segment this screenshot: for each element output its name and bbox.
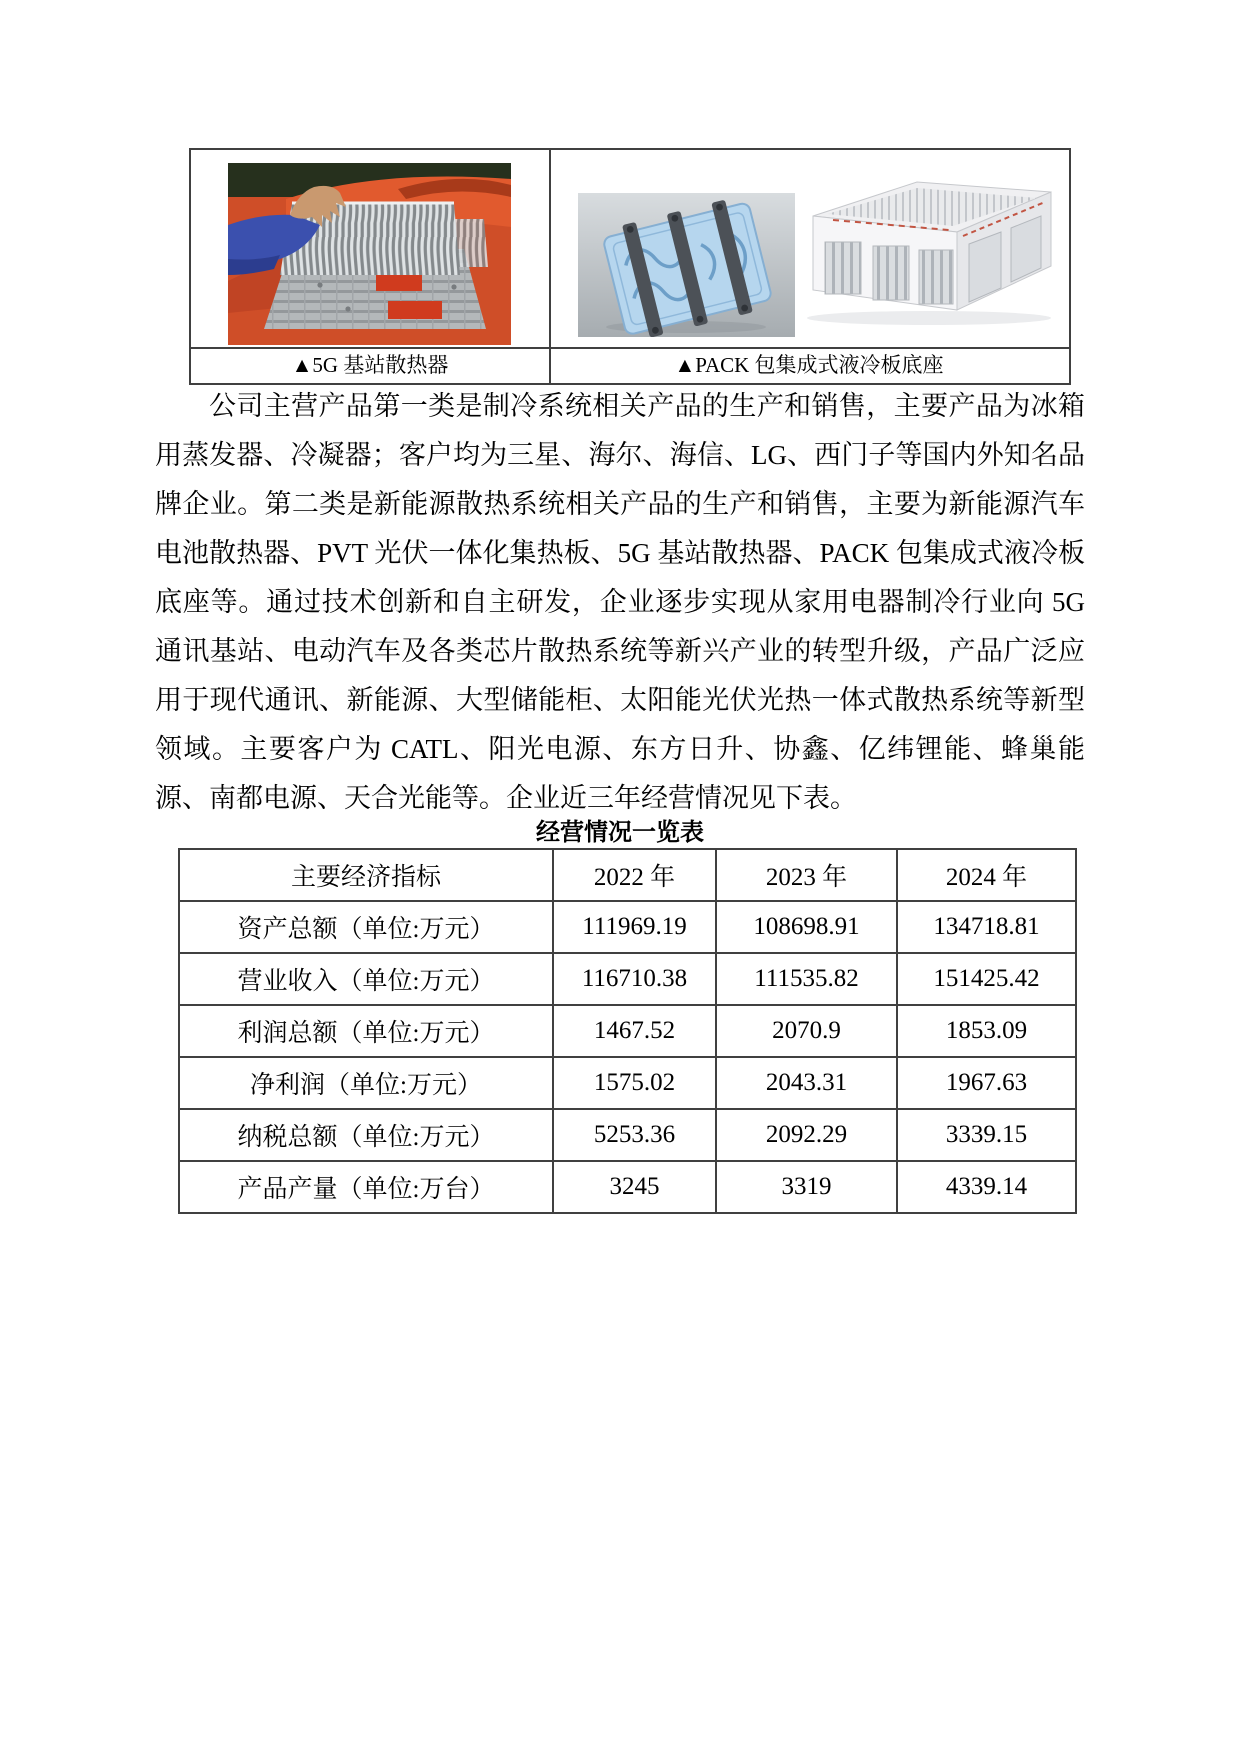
ops-cell: 1467.52 — [553, 1005, 716, 1057]
ops-row-label: 营业收入（单位:万元） — [179, 953, 553, 1005]
ops-cell: 1853.09 — [897, 1005, 1076, 1057]
image-cell-pack-base — [551, 150, 1067, 347]
product-caption-row — [191, 347, 1069, 383]
ops-row-total-assets — [179, 901, 1076, 953]
ops-header-indicator: 主要经济指标 — [179, 849, 553, 901]
ops-cell: 3319 — [716, 1161, 897, 1213]
product-image-table — [189, 148, 1071, 385]
ops-cell: 5253.36 — [553, 1109, 716, 1161]
ops-cell: 108698.91 — [716, 901, 897, 953]
ops-header-2023: 2023 年 — [716, 849, 897, 901]
ops-cell: 3245 — [553, 1161, 716, 1213]
ops-row-product-output — [179, 1161, 1076, 1213]
ops-header-2022: 2022 年 — [553, 849, 716, 901]
5g-heatsink-photo — [228, 163, 511, 345]
ops-row-label: 净利润（单位:万元） — [179, 1057, 553, 1109]
pack-base-render-image — [799, 158, 1064, 330]
ops-row-net-profit — [179, 1057, 1076, 1109]
ops-row-label: 产品产量（单位:万台） — [179, 1161, 553, 1213]
ops-row-total-profit — [179, 1005, 1076, 1057]
liquid-cooling-plate-cad-image — [578, 193, 795, 337]
operations-table — [178, 848, 1077, 1214]
ops-cell: 151425.42 — [897, 953, 1076, 1005]
company-description-paragraph: 公司主营产品第一类是制冷系统相关产品的生产和销售，主要产品为冰箱用蒸发器、冷凝器；客户均为三星、海尔、海信、LG、西门子等国内外知名品牌企业。第二类是新能源散热系统相关产品的生产和销售，主要为新能源汽车电池散热器、PVT 光伏一体化集热板、5G 基站散热器、PACK 包集成式液冷板底座等。通过技术创新和自主研发，企业逐步实现从家用电器制冷行业向 5G 通讯基站、电动汽车及各类芯片散热系统等新兴产业的转型升级，产品广泛应用于现代通讯、新能源、大型储能柜、太阳能光伏光热一体式散热系统等新型领域。主要客户为 CATL、阳光电源、东方日升、协鑫、亿纬锂能、蜂巢能源、南都电源、天合光能等。企业近三年经营情况见下表。 — [155, 391, 1085, 813]
operations-table-title: 经营情况一览表 — [536, 820, 704, 846]
ops-cell: 116710.38 — [553, 953, 716, 1005]
ops-cell: 1575.02 — [553, 1057, 716, 1109]
caption-5g-heatsink: ▲5G 基站散热器 — [191, 349, 551, 383]
ops-cell: 111969.19 — [553, 901, 716, 953]
ops-row-total-tax — [179, 1109, 1076, 1161]
ops-cell: 2070.9 — [716, 1005, 897, 1057]
ops-cell: 4339.14 — [897, 1161, 1076, 1213]
product-image-row — [191, 150, 1069, 347]
ops-header-row — [179, 849, 1076, 901]
ops-cell: 2092.29 — [716, 1109, 897, 1161]
ops-row-label: 纳税总额（单位:万元） — [179, 1109, 553, 1161]
ops-row-label: 资产总额（单位:万元） — [179, 901, 553, 953]
ops-cell: 2043.31 — [716, 1057, 897, 1109]
ops-cell: 3339.15 — [897, 1109, 1076, 1161]
ops-row-revenue — [179, 953, 1076, 1005]
ops-cell: 111535.82 — [716, 953, 897, 1005]
ops-cell: 134718.81 — [897, 901, 1076, 953]
ops-cell: 1967.63 — [897, 1057, 1076, 1109]
ops-header-2024: 2024 年 — [897, 849, 1076, 901]
ops-row-label: 利润总额（单位:万元） — [179, 1005, 553, 1057]
image-cell-5g-heatsink — [191, 150, 551, 347]
caption-pack-base: ▲PACK 包集成式液冷板底座 — [674, 353, 944, 377]
